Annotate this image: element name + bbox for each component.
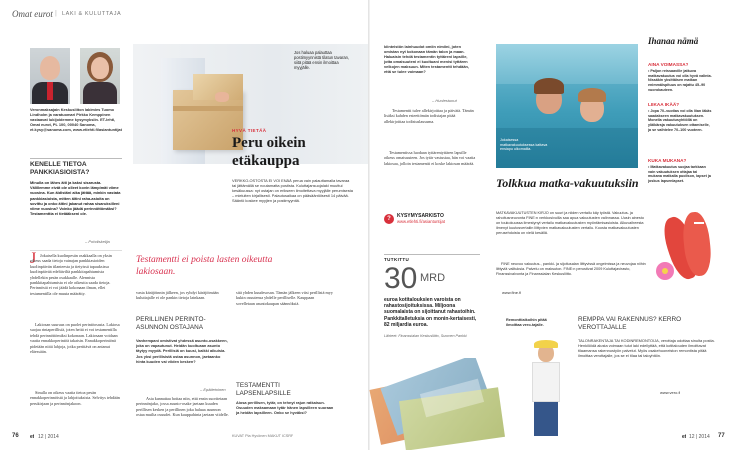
section-title: Omat eurot [12,9,53,19]
aina-body: • Paljon reissaaville jatkuva matkavakuutus voi olla hyvä valinta. Nissäkin yksittäisen matkan enimmäispituus on rajattu 45–90 vuorokauteen. [648,69,712,92]
top-col1: kiinteistön lainhuudot omiin nimiini, joten omistan nyt kokonaan tämän talon ja maan. Haluaisin tehdä testamentin tyttäreni lapsille, jotta omaisuuteni ei kuoltuani menisi tyttären velkojen maksuun. Miten testamentti tehdään, että se tulee voimaan? [384,44,469,74]
feature-body: VERKKO-OSTOSTA EI VOI ENÄÄ perua vain palauttamalla tavaraa tai jättämällä se noutamatta postista. Kuluttajansuojalaki muuttui kesäkuussa: nyt ostajan on erikseen ilmoitettava myyjälle perumisesta – mieluiten kirjallisesti. Palautusaikaa on pääsääntöisesti 14 päivää. Sääntö koskee myyjien ja postimyyntiä. [232,178,353,204]
travel-body: MATKAVAKUUTUSTEN KIRJO on suuri ja niiden vertailu käy työstä. Vakuutus- ja rahoitusneuvonta FINE:n verkkosivuilla saa apua vakuutusten valinnassa. Uusin ainesto on toukokuussa ilmestynyt vertailu matkavakuutusten myöntämisasioista. Alkuvaiheesta ilmenyt kuutosvertaiiin liittyvien matkavakuutusten vertailu. Koosta matkavakuutusten perusehdoista on vielä kesällä. [496,211,644,235]
flipflops-photo [650,210,726,294]
perilinen-title: PERILLINEN PERINTÖ-ASUNNON OSTAJANA [136,316,206,331]
kuka-body: • Matkavakuutus suojaa tarkkaan vain vakuutuksen ottajaa tai mukana matkalla puolison, lapset ja joskus lapsenlapset. [648,165,711,184]
footer-issue-no-right: 12 | 2014 [689,434,710,440]
col-right-body: sitä yhden kuudesosan. Tämän jälkeen viisi perillistä myy kukin osuutensa yhdelle perilliselle. Kauppaan sovelletaan asuntokaupan säännöksiä. [236,290,333,306]
footer-issue-right: et [682,434,687,440]
remont-body: TALONRAKENTAJA TAI KODINREMONTOIJA, verottaja odottaa sinulta postia. Henkilöidä alusta voimaan tulut laki edellyttää, että kotitalouden ilmoittavat tilaamansa rakennustyön palvelut. Myös osakehuoneiston remontista pitää ilmoittaa verottajalle, jos se ei tilaa tai taloyhtiön. [578,338,715,358]
answer-body-2: Lakiosan suuruus on puolet perintöosasta. Lakiosa suojaa rintaperillisiä, joten heitä ei voi testamentilla tehdä perinnöttömiksi kokonaan. Lakiosaan voidaan vaatia ennakkoperintöä takaisin. Ennakkoperintönä pidetään niitä lahjoja, jotka perittävä on antanut eläessään. [30,322,120,355]
feature-title: Peru oikein etäkauppa [232,135,306,169]
archive-link[interactable] [384,213,445,224]
stat-kicker: TUTKITTU [384,257,410,262]
top-col2b: Testamentissa luodaan tyttärentyttären lapsille oikeus omaisuuteen. Jos tytär vastustaa, hän voi vaatia lakiosaa, jolloin testamentti ei koske lakiosan määrää. [384,150,476,166]
question-body: Minulla on lähes äiti ja kaksi sisarusta. Välillemme eivät ole olleet kovin lämpimät viime vuosina. Kun äidistäni aika jättää, minkin vastata pankkiasioista, mitten äitini raha-asioita on sovittu ja onko äitini jakanut rahaa sisaruksilleni viime vuosina? Voinko jäädä perinnöttömäksi? Testamenttia ei tietääkseni ole. [30,180,121,217]
expert-photo-lindholm [30,48,70,104]
answer-body-1: Jokaisella kuolinpesän osakkaalla on yksin oikeus saada tietoja vainajan pankkiasioiden kuolinpäivän tilanteesta ja tietyissä tapauksissa kuolinpäivää edeltäviltä pankkitapahtumista yhdellekin pesän osakkaalle. Alennista pankkitapahtumista ei ole oikeutta saada tietoja. Perinnöstä ei voi jäädä kokonaan ilman, ellei testamentilla ole muuta määrätty. [30,253,112,296]
liikaa-title: LIIKAA IKÄÄ? [648,102,680,107]
top-col1-signature: – Huolestunut [432,98,457,103]
experts-caption: Veronmaksajain Keskusliiton lakimies Tuomo Lindholm ja varatuomari Pirkko Kemppinen vastaavat lukijoidemme kysymyksiin. ET-lehti, Omat eurot, PL 100, 00040 Sanoma, et.kysy@sanoma.com, www.etlehti.fi/asiantuntijat [30,108,122,132]
expert-photo-kemppinen [80,48,120,104]
stat-source: Lähteet: Finanssialan Keskusliitto, Suomen Pankki [384,334,467,338]
section-subtitle: LAKI & KULUTTAJA [62,11,122,17]
kuka-title: KUKA MUKANA? [648,158,687,163]
builder-photo [524,340,568,436]
archive-title: KYSYMYSARKISTO [397,213,444,219]
feature-quote: Jos haluaa palauttaa postimyynnistä tilatun tavaran, siitä pitää ensin ilmoittaa myyjälle. [294,50,350,70]
answer-dropcap: J [30,250,37,267]
stat-number: 30 [384,262,418,295]
feature-kicker: HYVÄ TIETÄÄ [232,128,267,133]
page-number-right: 77 [718,433,725,439]
perilinen-question: Vanhempani omistivat yhdessä asunto-osakkeen, joka on vapautunut. Heidän kuoltuaan asunto täytyy myydä. Perillisiä on kuusi, kaikki aikuisia. Jos yksi perillisistä ostaa asunnon, jaetaanko hinta kuuden vai viiden kesken? [136,338,228,364]
lapsenlapsille-title: TESTAMENTTI LAPSENLAPSILLE [236,382,291,397]
col-mid-body: vasta käräjöinnin jälkeen, jos ryhdyt käräjöimään kuluttajalle ei ole pankin tietoja lainkaan. [136,290,219,301]
aina-title: AINA VOIMASSA? [648,62,689,67]
banknotes-photo [366,358,506,450]
pool-photo-caption: Jokaisessa matkavakuutuksessa kattava ensiapu ulkomailla. [500,138,548,152]
stat-body: euroa kotitalouksien varoista on rahastosijoituksissa. Miljoona suomalaista on sijoittanut rahastoihin. Pankkitalletuksia on monin-kertaisesti, 82 miljardia euroa. [384,297,477,328]
remont-title: REMPPA VAI RAKENNUS? KERRO VEROTTAJALLE [578,316,682,331]
perilinen-signature: – Epätietoinen [200,387,226,392]
answer-body-3: Sinulla on oikeus vaatia tietoa pesän ennakkoperinnöistä ja lahjoituksista. Selvitys tehdään perukirjaan ja perinnönjakoon. [30,390,120,406]
question-icon: ? [384,214,394,224]
travel-title: Tolkkua matka-vakuutuksiin [496,176,639,190]
travel-url[interactable]: www.fine.fi [502,290,522,295]
top-col2: Testamentti tulee allekirjoittaa ja päivätä. Tämän lisäksi kahden esteettömän todistajan pitää allekirjoittaa todistuslausuma. [384,108,474,124]
travel-body-2: FINE neuvoo vakuutus-, pankki- ja sijoitusalan liittyvissä ongelmissa ja neuvojaa niihin liittyviä valituksia. Palvelu on maksuton. FINE:n perustivat 2009 Kuluttajavirasto, Finanssivalvonta ja Finanssialan Keskusliitto. [496,262,646,276]
pull-quote: Testamentti ei poista lasten oikeutta lakiosaan. [136,255,273,277]
archive-url[interactable]: www.etlehti.fi/asiantuntijat [397,219,445,224]
question-signature: – Pohdiskelija [85,239,110,244]
remont-url[interactable]: www.vero.fi [660,390,681,395]
liikaa-body: • Jopa 70–vuotias voi olla liian iäkäs saadakseen matkavakuutuksen. Monella vakuutusyhtiöllä on yläikäraja vakuutuksen ottamiselle, ja se vaihtelee 70–100 vuoteen. [648,109,712,132]
perilinen-answer: Asia kannattaa hoitaa niin, että ensin suoritetaan perinnönjako, jossa asunto-osake jaetaan kuuden perillisen kesken ja perillinen joka haluaa asunnon ostaa muilta osuudet. Kun kauppahinta jaetaan viidelle. [136,396,229,418]
remont-caption: Remonttiaikoihin pitää ilmoittaa vero-tajalle. [506,318,547,327]
stat-unit: MRD [420,272,446,284]
section-divider: | [55,10,57,17]
footer-issue-left: et [30,434,35,440]
lapsenlapsille-body: Aiosa perillisen, tytär, on tehnyt rajun ratkaisun. Osuuden maksamaan tytär hänen lapsilleen suoraan ja heidän lapsilleen. Onko se hyväksi? [236,400,334,416]
footer-credit: KUVAT Pia Hyvönen MAKUT ICSRF [232,434,294,438]
footer-issue-no-left: 12 | 2014 [38,434,59,440]
side-title: Ihanaa nämä [648,36,699,46]
page-number-left: 76 [12,433,19,439]
question-title: KENELLE TIETOA PANKKIASIOISTA? [30,161,90,176]
